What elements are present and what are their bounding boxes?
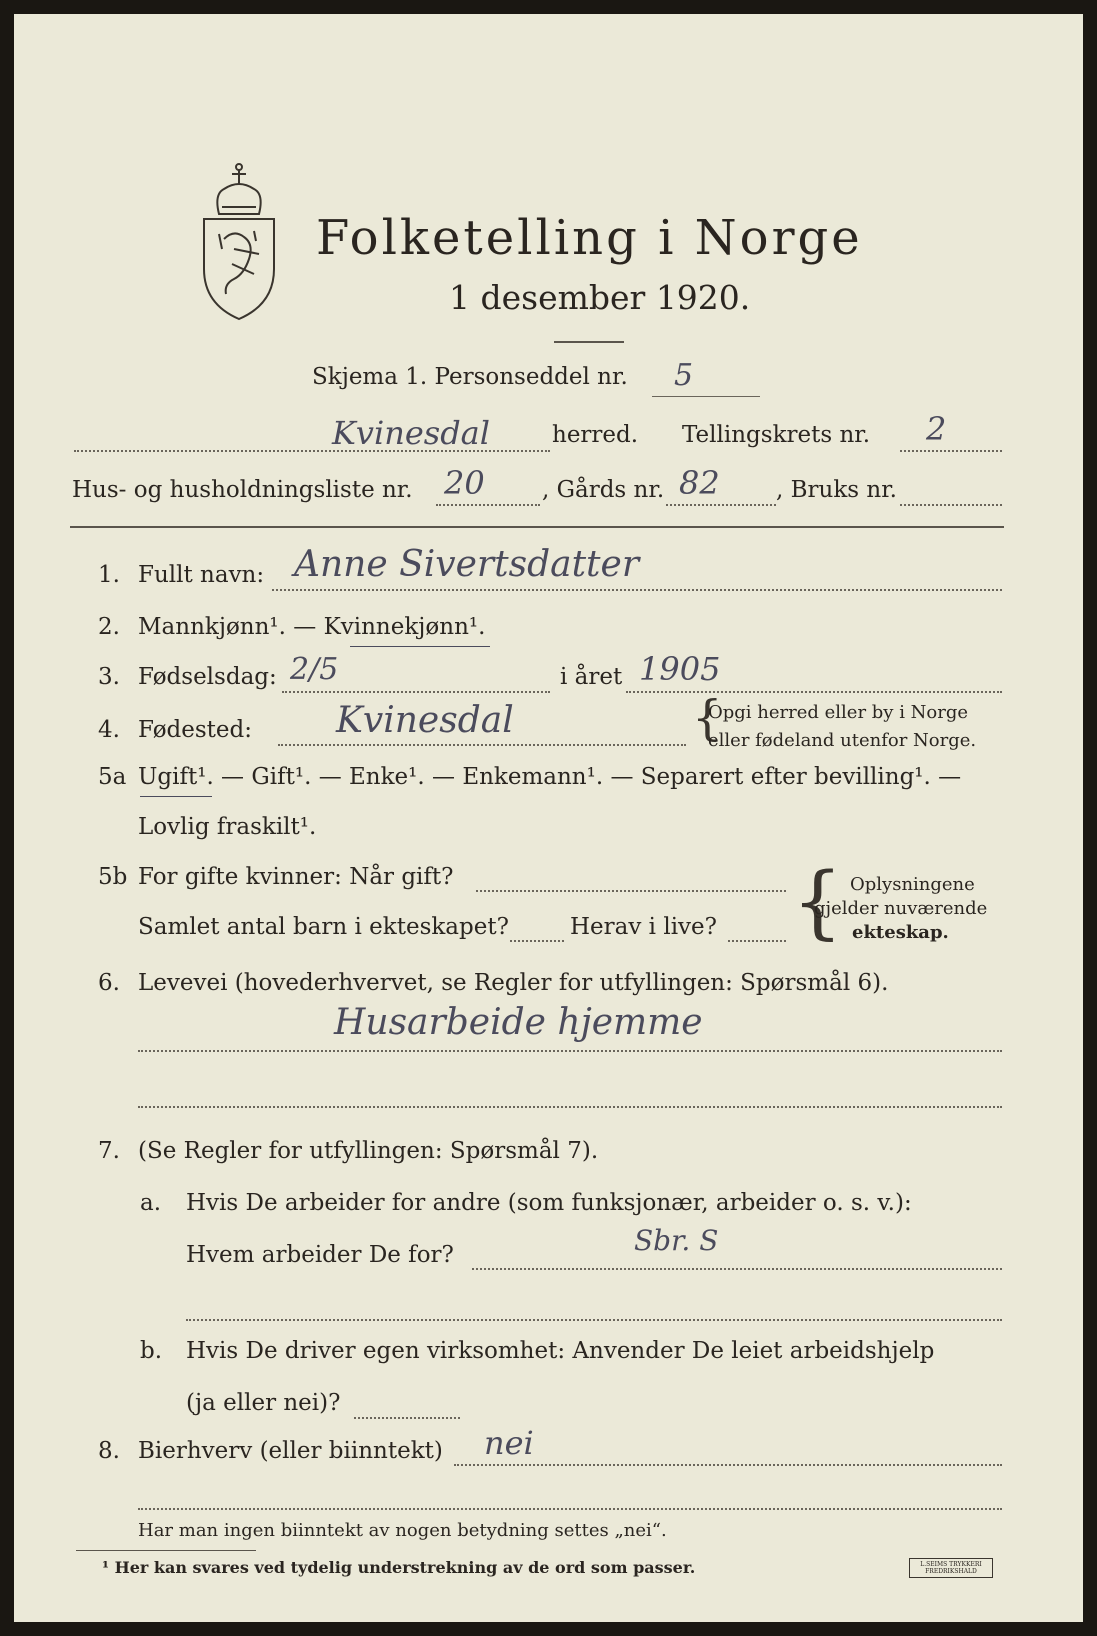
q7b-answer-label: (ja eller nei)?: [186, 1390, 341, 1416]
footnote-divider: [76, 1550, 256, 1551]
side-income-field[interactable]: [454, 1464, 1002, 1466]
q2-label: Mannkjønn¹. — Kvinnekjønn¹.: [138, 614, 486, 640]
herred-value: Kvinesdal: [332, 414, 490, 452]
printer-stamp: L.SEIMS TRYKKERI FREDRIKSHALD: [909, 1558, 993, 1578]
form-title: Folketelling i Norge: [316, 210, 863, 266]
q4-number: 4.: [98, 717, 120, 743]
employer-value: Sbr. S: [634, 1224, 719, 1257]
birthplace-note-line1: Opgi herred eller by i Norge: [708, 702, 969, 723]
gards-field[interactable]: [666, 504, 776, 506]
q1-number: 1.: [98, 562, 120, 588]
q4-label: Fødested:: [138, 717, 253, 743]
marital-status-underline: [140, 796, 212, 797]
gards-label: , Gårds nr.: [542, 477, 665, 503]
q8-number: 8.: [98, 1438, 120, 1464]
q2-number: 2.: [98, 614, 120, 640]
marriage-note-line1: Oplysningene: [850, 874, 975, 895]
q3-label: Fødselsdag:: [138, 664, 277, 690]
birth-year-label: i året: [560, 664, 623, 690]
birthplace-note-line2: eller fødeland utenfor Norge.: [708, 730, 977, 751]
census-form-page: [14, 14, 1083, 1622]
marriage-note-line2: gjelder nuværende: [814, 898, 988, 919]
hired-help-field[interactable]: [354, 1417, 460, 1419]
q7a-employer-label: Hvem arbeider De for?: [186, 1242, 454, 1268]
person-slip-number-field[interactable]: [652, 396, 760, 397]
q7-number: 7.: [98, 1138, 120, 1164]
birth-year-field[interactable]: [626, 691, 1002, 693]
side-income-value: nei: [484, 1424, 534, 1462]
q7-label: (Se Regler for utfyllingen: Spørsmål 7).: [138, 1138, 599, 1164]
q5b-number: 5b: [98, 864, 128, 890]
q6-label: Levevei (hovederhvervet, se Regler for utfyllingen: Spørsmål 6).: [138, 970, 889, 996]
q7b-label: Hvis De driver egen virksomhet: Anvender De leiet arbeidshjelp: [186, 1338, 935, 1364]
form-date: 1 desember 1920.: [449, 278, 751, 317]
marriage-note-line3: ekteskap.: [852, 922, 949, 943]
person-slip-number-value: 5: [674, 358, 694, 393]
birthplace-note-brace: {: [692, 690, 723, 746]
household-list-value: 20: [444, 464, 485, 502]
sex-selection-underline: [350, 646, 490, 647]
q1-label: Fullt navn:: [138, 562, 265, 588]
q7a-letter: a.: [140, 1190, 162, 1216]
side-income-field-line2[interactable]: [138, 1508, 1002, 1510]
full-name-field[interactable]: [272, 589, 1002, 591]
employer-field-line2[interactable]: [186, 1319, 1002, 1321]
header-divider: [70, 526, 1004, 528]
occupation-value: Husarbeide hjemme: [334, 1002, 703, 1043]
gards-value: 82: [679, 464, 720, 502]
q8-label: Bierhverv (eller biinntekt): [138, 1438, 443, 1464]
q5b-label: For gifte kvinner: Når gift?: [138, 864, 454, 890]
children-total-field[interactable]: [510, 940, 564, 942]
bruks-label: , Bruks nr.: [776, 477, 897, 503]
birth-year-value: 1905: [639, 650, 721, 688]
bruks-field[interactable]: [900, 504, 1002, 506]
q7b-letter: b.: [140, 1338, 163, 1364]
tellingskrets-value: 2: [926, 410, 947, 448]
marriage-note-brace: {: [792, 855, 843, 948]
household-list-label: Hus- og husholdningsliste nr.: [72, 477, 413, 503]
birthplace-value: Kvinesdal: [336, 700, 514, 741]
title-divider: [554, 341, 624, 343]
tellingskrets-field[interactable]: [900, 450, 1002, 452]
q7a-label: Hvis De arbeider for andre (som funksjonær, arbeider o. s. v.):: [186, 1190, 912, 1216]
schema-label: Skjema 1. Personseddel nr.: [312, 364, 628, 390]
q3-number: 3.: [98, 664, 120, 690]
q6-number: 6.: [98, 970, 120, 996]
q5a-label: Ugift¹. — Gift¹. — Enke¹. — Enkemann¹. — Separert efter bevilling¹. —: [138, 764, 962, 790]
married-when-field[interactable]: [476, 890, 786, 892]
birthdate-value: 2/5: [290, 652, 339, 687]
occupation-field-line2[interactable]: [138, 1106, 1002, 1108]
side-income-note: Har man ingen biinntekt av nogen betydning settes „nei“.: [138, 1520, 667, 1541]
tellingskrets-label: Tellingskrets nr.: [682, 422, 871, 448]
birthdate-field[interactable]: [282, 691, 550, 693]
employer-field[interactable]: [472, 1268, 1002, 1270]
occupation-field[interactable]: [138, 1050, 1002, 1052]
coat-of-arms-icon: [194, 159, 284, 329]
q5a-number: 5a: [98, 764, 127, 790]
q5a-label-continued: Lovlig fraskilt¹.: [138, 814, 317, 840]
full-name-value: Anne Sivertsdatter: [294, 544, 640, 585]
herred-label: herred.: [552, 422, 639, 448]
children-alive-field[interactable]: [728, 940, 786, 942]
q5b-alive-label: Herav i live?: [570, 914, 717, 940]
q5b-children-label: Samlet antal barn i ekteskapet?: [138, 914, 509, 940]
household-list-field[interactable]: [436, 504, 540, 506]
footnote-text: ¹ Her kan svares ved tydelig understrekning av de ord som passer.: [102, 1558, 696, 1577]
birthplace-field[interactable]: [278, 744, 686, 746]
